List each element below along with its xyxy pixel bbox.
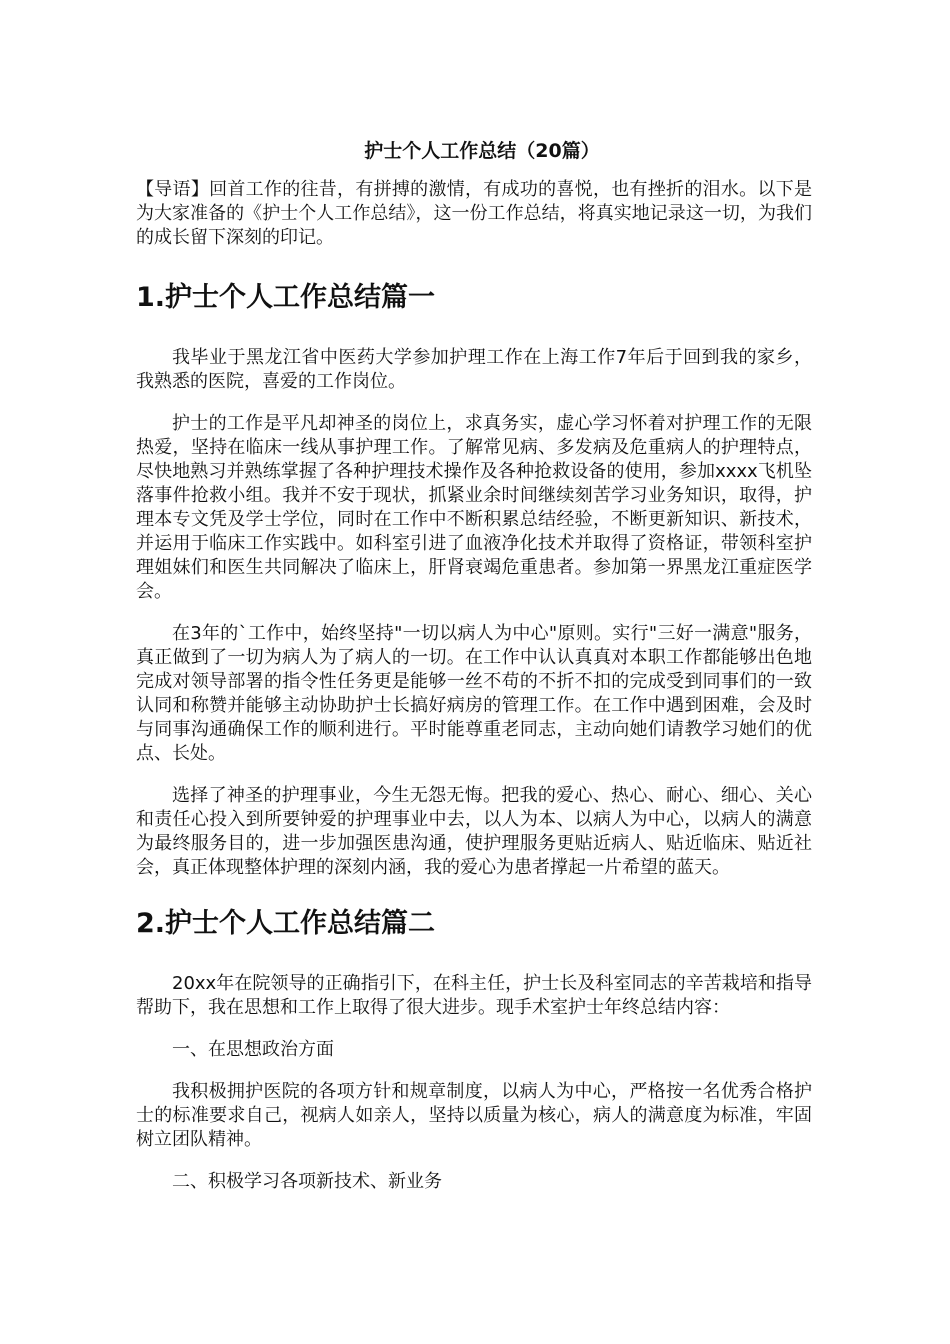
subheading-paragraph: 一、在思想政治方面 — [172, 1039, 334, 1060]
section-2 — [136, 904, 812, 1194]
paragraph: 在3年的`工作中，始终坚持"一切以病人为中心"原则。实行"三好一满意"服务，真正做到了一切为病人为了病人的一切。在工作中认认真真对本职工作都能够出色地完成对领导部署的指令性任务更是能够一丝不苟的不折不扣的完成受到同事们的一致认同和称赞并能够主动协助护士长搞好病房的管理工作。在工作中遇到困难，会及时与同事沟通确保工作的顺利进行。平时能尊重老同志，主动向她们请教学习她们的优点、长处。 — [136, 623, 812, 764]
paragraph: 选择了神圣的护理事业，今生无怨无悔。把我的爱心、热心、耐心、细心、关心和责任心投入到所要钟爱的护理事业中去，以人为本、以病人为中心，以病人的满意为最终服务目的，进一步加强医患沟通，使护理服务更贴近病人、贴近临床、贴近社会，真正体现整体护理的深刻内涵，我的爱心为患者撑起一片希望的蓝天。 — [136, 785, 812, 878]
section-heading: 2.护士个人工作总结篇二 — [136, 908, 436, 939]
document-page — [136, 0, 812, 1194]
section-heading: 1.护士个人工作总结篇一 — [136, 282, 436, 313]
subheading-paragraph: 二、积极学习各项新技术、新业务 — [172, 1171, 442, 1192]
paragraph: 我积极拥护医院的各项方针和规章制度，以病人为中心，严格按一名优秀合格护士的标准要求自己，视病人如亲人，坚持以质量为核心，病人的满意度为标准，牢固树立团队精神。 — [136, 1081, 812, 1150]
section-1 — [136, 278, 812, 880]
document-title: 护士个人工作总结（20篇） — [364, 140, 600, 162]
paragraph: 我毕业于黑龙江省中医药大学参加护理工作在上海工作7年后于回到我的家乡，我熟悉的医院，喜爱的工作岗位。 — [136, 347, 812, 392]
paragraph: 20xx年在院领导的正确指引下，在科主任，护士长及科室同志的辛苦栽培和指导帮助下，我在思想和工作上取得了很大进步。现手术室护士年终总结内容： — [136, 973, 812, 1018]
paragraph: 护士的工作是平凡却神圣的岗位上，求真务实，虚心学习怀着对护理工作的无限热爱，坚持在临床一线从事护理工作。了解常见病、多发病及危重病人的护理特点，尽快地熟习并熟练掌握了各种护理技术操作及各种抢救设备的使用，参加xxxx飞机坠落事件抢救小组。我并不安于现状，抓紧业余时间继续刻苦学习业务知识，取得，护理本专文凭及学士学位，同时在工作中不断积累总结经验，不断更新知识、新技术，并运用于临床工作实践中。如科室引进了血液净化技术并取得了资格证，带领科室护理姐妹们和医生共同解决了临床上，肝肾衰竭危重患者。参加第一界黑龙江重症医学会。 — [136, 413, 812, 602]
intro-paragraph: 【导语】回首工作的往昔，有拼搏的激情，有成功的喜悦，也有挫折的泪水。以下是为大家准备的《护士个人工作总结》，这一份工作总结，将真实地记录这一切，为我们的成长留下深刻的印记。 — [136, 179, 812, 248]
